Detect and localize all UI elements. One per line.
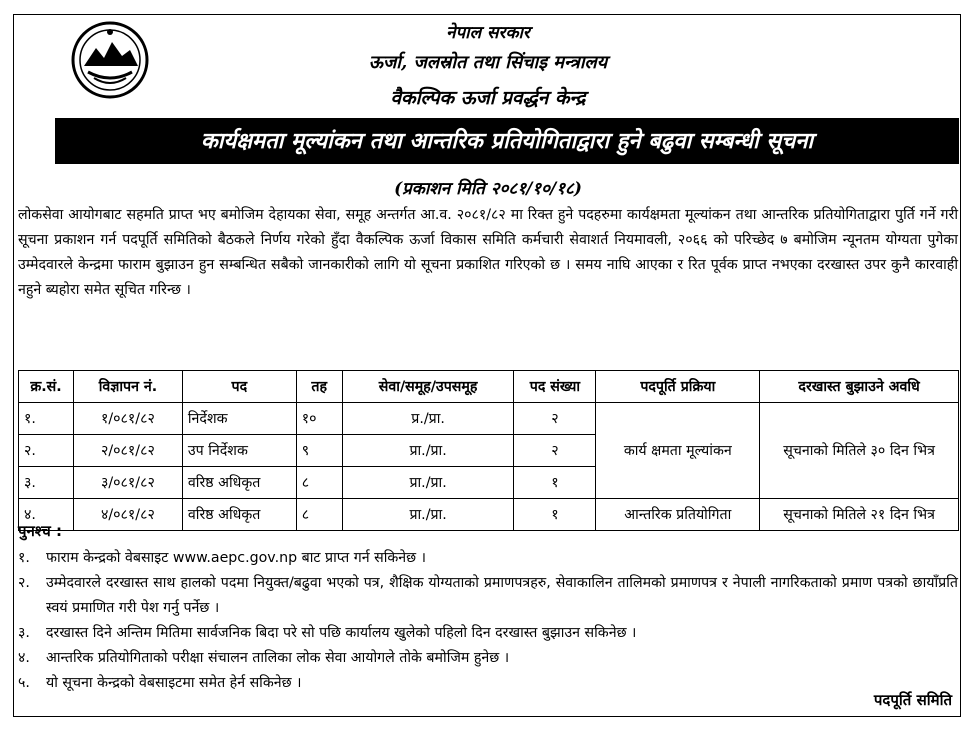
note-text: उम्मेदवारले दरखास्त साथ हालको पदमा नियुक्त/बढुवा भएको पत्र, शैक्षिक योग्यताको प्रमाणपत्रहरु, सेवाकालिन तालिमको प्रमाणपत्र र नेपाली नागरिकताको प्रमाण पत्रको छायाँप्रति स्वयं प्रमाणित गरी पेश गर्नु पर्नेछ । bbox=[46, 575, 958, 616]
note-text: दरखास्त दिने अन्तिम मितिमा सार्वजनिक बिदा परे सो पछि कार्यालय खुलेको पहिलो दिन दरखास्त बुझाउन सकिनेछ । bbox=[46, 625, 637, 641]
cell-service: प्रा./प्रा. bbox=[342, 467, 514, 499]
col-header-deadline: दरखास्त बुझाउने अवधि bbox=[760, 371, 959, 403]
postscript-title: पुनश्च : bbox=[18, 522, 62, 540]
cell-level: ८ bbox=[296, 499, 342, 531]
cell-post: निर्देशक bbox=[182, 403, 296, 435]
cell-count: २ bbox=[514, 403, 596, 435]
cell-count: १ bbox=[514, 467, 596, 499]
signature-committee: पदपूर्ति समिति bbox=[873, 691, 952, 709]
office-title: वैकल्पिक ऊर्जा प्रवर्द्धन केन्द्र bbox=[390, 87, 586, 109]
cell-sn: ४. bbox=[19, 499, 74, 531]
cell-sn: ३. bbox=[19, 467, 74, 499]
cell-service: प्रा./प्रा. bbox=[342, 435, 514, 467]
cell-deadline: सूचनाको मितिले ३० दिन भित्र bbox=[760, 403, 959, 499]
cell-count: २ bbox=[514, 435, 596, 467]
col-header-count: पद संख्या bbox=[514, 371, 596, 403]
cell-service: प्र./प्रा. bbox=[342, 403, 514, 435]
note-number: ५. bbox=[18, 675, 30, 691]
col-header-service: सेवा/समूह/उपसमूह bbox=[342, 371, 514, 403]
col-header-process: पदपूर्ति प्रक्रिया bbox=[596, 371, 760, 403]
publication-date: (प्रकाशन मिति २०८१/१०/१८) bbox=[394, 179, 582, 199]
cell-post: उप निर्देशक bbox=[182, 435, 296, 467]
list-item bbox=[18, 646, 958, 671]
table-row bbox=[19, 499, 959, 531]
postscript-list bbox=[18, 546, 958, 696]
cell-post: वरिष्ठ अधिकृत bbox=[182, 499, 296, 531]
note-number: २. bbox=[18, 575, 30, 591]
table-row bbox=[19, 403, 959, 435]
cell-ad-no: १/०८१/८२ bbox=[73, 403, 182, 435]
note-number: ४. bbox=[18, 650, 30, 666]
cell-sn: २. bbox=[19, 435, 74, 467]
cell-sn: १. bbox=[19, 403, 74, 435]
cell-ad-no: ३/०८१/८२ bbox=[73, 467, 182, 499]
notice-body: लोकसेवा आयोगबाट सहमति प्राप्त भए बमोजिम देहायका सेवा, समूह अन्तर्गत आ.व. २०८१/८२ मा रिक्त हुने पदहरुमा कार्यक्षमता मूल्यांकन तथा आन्तरिक प्रतियोगिताद्वारा पुर्ति गर्ने गरी सूचना प्रकाशन गर्न पदपूर्ति समितिको बैठकले निर्णय गरेको हुँदा वैकल्पिक ऊर्जा विकास समिति कर्मचारी सेवाशर्त नियमावली, २०६६ को परिच्छेद ७ बमोजिम न्यूनतम योग्यता पुगेका उम्मेदवारले केन्द्रमा फाराम बुझाउन हुन सम्बन्धित सबैको जानकारीको लागि यो सूचना प्रकाशित गरिएको छ । समय नाघि आएका र रित पूर्वक प्राप्त नभएका दरखास्त उपर कुनै कारवाही नहुने ब्यहोरा समेत सूचित गरिन्छ । bbox=[18, 207, 958, 298]
cell-level: ८ bbox=[296, 467, 342, 499]
ministry-title: ऊर्जा, जलस्रोत तथा सिंचाइ मन्त्रालय bbox=[368, 52, 608, 73]
note-text: फाराम केन्द्रको वेबसाइट www.aepc.gov.np बाट प्राप्त गर्न सकिनेछ । bbox=[46, 550, 427, 566]
vacancy-table bbox=[18, 370, 959, 531]
govt-title: नेपाल सरकार bbox=[446, 23, 530, 43]
cell-level: १० bbox=[296, 403, 342, 435]
note-text: आन्तरिक प्रतियोगिताको परीक्षा संचालन तालिका लोक सेवा आयोगले तोके बमोजिम हुनेछ । bbox=[46, 650, 510, 666]
note-text: यो सूचना केन्द्रको वेबसाइटमा समेत हेर्न सकिनेछ । bbox=[46, 675, 302, 691]
note-number: ३. bbox=[18, 625, 30, 641]
list-item bbox=[18, 671, 958, 696]
cell-level: ९ bbox=[296, 435, 342, 467]
table-header-row bbox=[19, 371, 959, 403]
col-header-ad-no: विज्ञापन नं. bbox=[73, 371, 182, 403]
cell-deadline: सूचनाको मितिले २१ दिन भित्र bbox=[760, 499, 959, 531]
note-number: १. bbox=[18, 550, 30, 566]
cell-ad-no: २/०८१/८२ bbox=[73, 435, 182, 467]
list-item bbox=[18, 621, 958, 646]
list-item bbox=[18, 571, 958, 621]
cell-ad-no: ४/०८१/८२ bbox=[73, 499, 182, 531]
col-header-sn: क्र.सं. bbox=[19, 371, 74, 403]
cell-process: कार्य क्षमता मूल्यांकन bbox=[596, 403, 760, 499]
col-header-post: पद bbox=[182, 371, 296, 403]
cell-process: आन्तरिक प्रतियोगिता bbox=[596, 499, 760, 531]
cell-service: प्रा./प्रा. bbox=[342, 499, 514, 531]
notice-title-banner: कार्यक्षमता मूल्यांकन तथा आन्तरिक प्रतियोगिताद्वारा हुने बढुवा सम्बन्धी सूचना bbox=[55, 118, 959, 164]
cell-post: वरिष्ठ अधिकृत bbox=[182, 467, 296, 499]
list-item bbox=[18, 546, 958, 571]
col-header-level: तह bbox=[296, 371, 342, 403]
cell-count: १ bbox=[514, 499, 596, 531]
